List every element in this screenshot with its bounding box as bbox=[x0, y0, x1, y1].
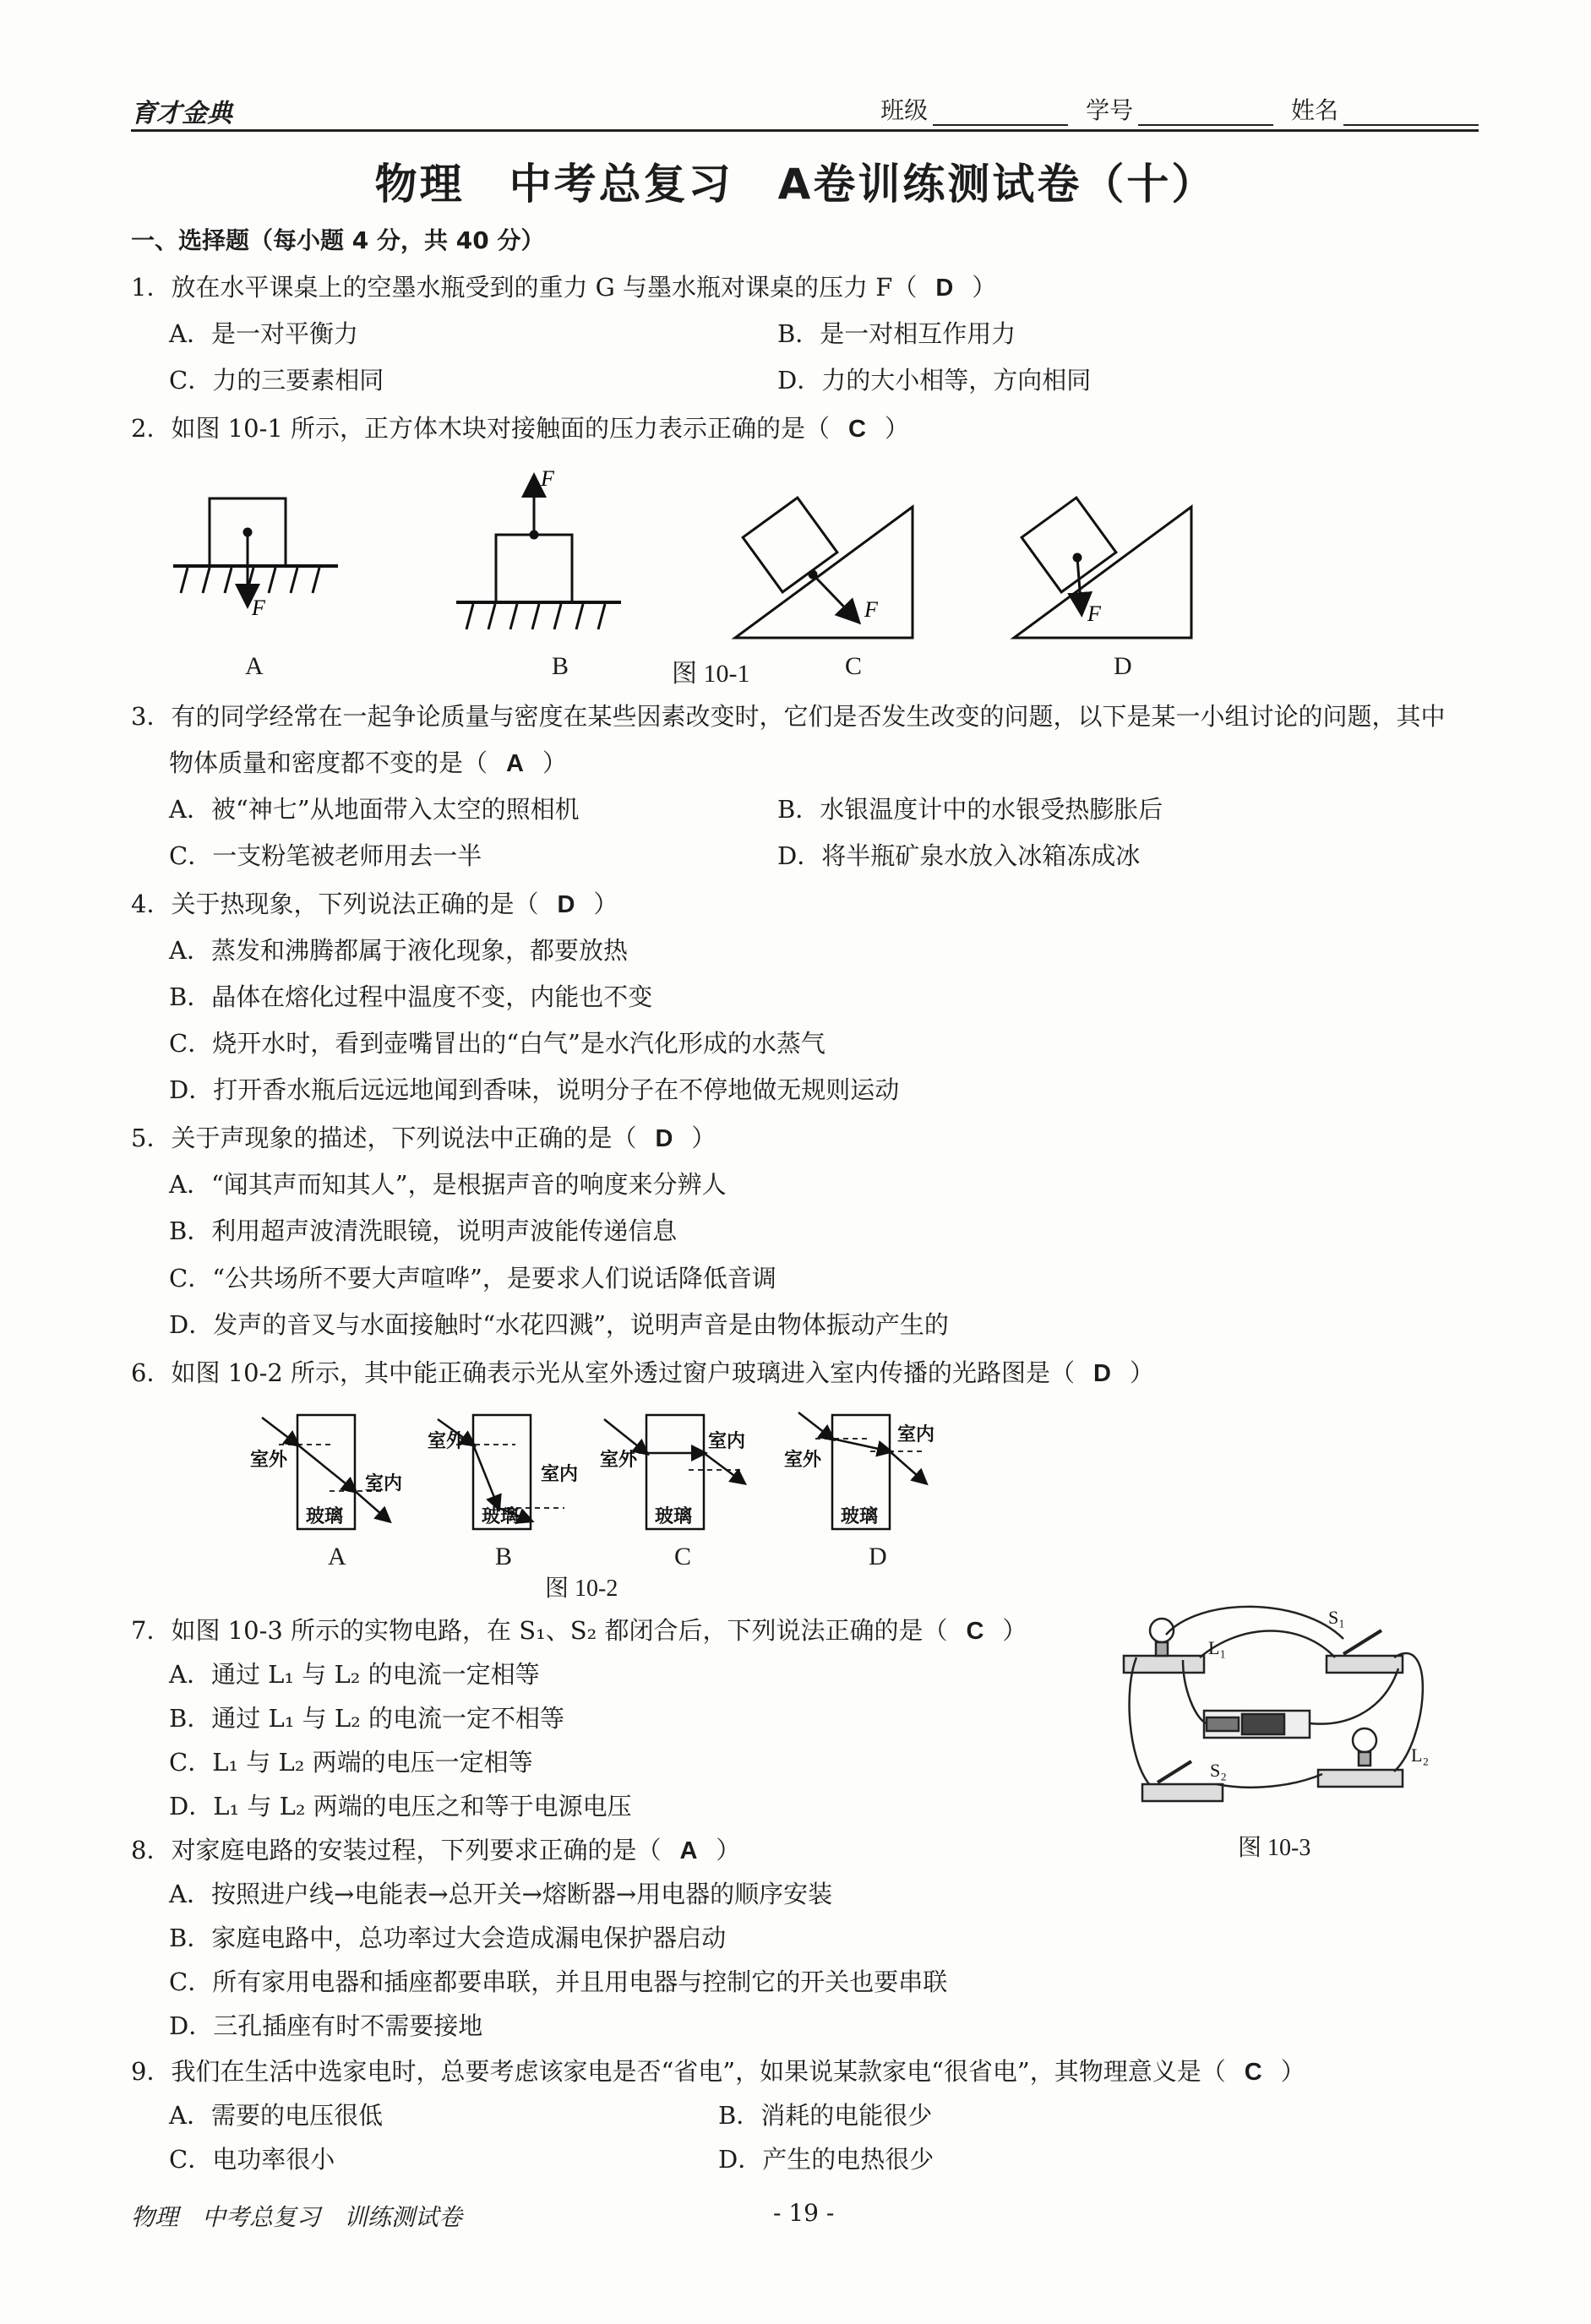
answer-5: D bbox=[655, 1125, 673, 1152]
glass-label-a: 玻璃 bbox=[306, 1505, 344, 1527]
q7-option-a: A．通过 L₁ 与 L₂ 的电流一定相等 bbox=[169, 1660, 540, 1689]
fig10-2-label-c: C bbox=[674, 1543, 692, 1570]
force-label-b: F bbox=[541, 466, 554, 491]
page-number: - 19 - bbox=[773, 2199, 835, 2227]
brand: 育才金典 bbox=[131, 99, 232, 128]
lamp-l2 bbox=[1318, 1728, 1403, 1787]
fig10-2-label-b: B bbox=[495, 1543, 513, 1570]
question-9: 9．我们在生活中选家电时，总要考虑该家电是否“省电”，如果说某款家电“很省电”，其物理意义是（ C ） bbox=[131, 2057, 1305, 2086]
q8-option-b: B．家庭电路中，总功率过大会造成漏电保护器启动 bbox=[169, 1924, 727, 1952]
fig10-2-label-d: D bbox=[869, 1543, 887, 1570]
q5-option-a: A．“闻其声而知其人”，是根据声音的响度来分辨人 bbox=[169, 1170, 727, 1199]
q8-option-a: A．按照进户线→电能表→总开关→熔断器→用电器的顺序安装 bbox=[169, 1880, 833, 1908]
q1-option-d: D．力的大小相等，方向相同 bbox=[777, 366, 1092, 395]
q4-option-c: C．烧开水时，看到壶嘴冒出的“白气”是水汽化形成的水蒸气 bbox=[169, 1029, 825, 1058]
q3-option-b: B．水银温度计中的水银受热膨胀后 bbox=[777, 795, 1163, 824]
q3-option-a: A．被“神七”从地面带入太空的照相机 bbox=[169, 795, 580, 824]
q4-option-d: D．打开香水瓶后远远地闻到香味，说明分子在不停地做无规则运动 bbox=[169, 1075, 900, 1104]
q5-option-d: D．发声的音叉与水面接触时“水花四溅”，说明声音是由物体振动产生的 bbox=[169, 1310, 949, 1339]
q5-option-c: C．“公共场所不要大声喧哗”，是要求人们说话降低音调 bbox=[169, 1264, 776, 1293]
answer-2: C bbox=[848, 416, 866, 443]
q8-option-c: C．所有家用电器和插座都要串联，并且用电器与控制它的开关也要串联 bbox=[169, 1968, 948, 1996]
answer-9: C bbox=[1244, 2059, 1262, 2086]
fig10-1-label-d: D bbox=[1114, 652, 1132, 680]
question-1: 1．放在水平课桌上的空墨水瓶受到的重力 G 与墨水瓶对课桌的压力 F（ D ） bbox=[131, 273, 997, 302]
outside-label-b: 室外 bbox=[428, 1430, 466, 1451]
force-label-d: F bbox=[1087, 601, 1101, 626]
outside-label-a: 室外 bbox=[250, 1449, 288, 1470]
id-label: 学号 bbox=[1086, 96, 1134, 124]
battery bbox=[1204, 1711, 1310, 1738]
answer-6: D bbox=[1093, 1360, 1111, 1387]
fig10-1-label-c: C bbox=[845, 652, 863, 680]
q1-option-c: C．力的三要素相同 bbox=[169, 366, 384, 395]
q7-option-b: B．通过 L₁ 与 L₂ 的电流一定不相等 bbox=[169, 1704, 564, 1733]
force-label-c: F bbox=[864, 597, 878, 622]
question-4: 4．关于热现象，下列说法正确的是（ D ） bbox=[131, 890, 618, 918]
fig10-2-caption: 图 10-2 bbox=[545, 1576, 618, 1602]
question-3-line1: 3．有的同学经常在一起争论质量与密度在某些因素改变时，它们是否发生改变的问题，以下是某一小组讨论的问题，其中 bbox=[131, 702, 1446, 731]
label-s2: S₂ bbox=[1210, 1760, 1227, 1781]
force-label-a: F bbox=[252, 596, 265, 620]
fig10-2-label-a: A bbox=[328, 1543, 346, 1570]
q9-option-b: B．消耗的电能很少 bbox=[718, 2101, 933, 2130]
question-3-line2: 物体质量和密度都不变的是（ A ） bbox=[169, 748, 567, 777]
switch-s1 bbox=[1327, 1630, 1403, 1673]
name-label: 姓名 bbox=[1290, 96, 1338, 124]
question-2: 2．如图 10-1 所示，正方体木块对接触面的压力表示正确的是（ C ） bbox=[131, 414, 910, 443]
label-l1: L₁ bbox=[1208, 1637, 1227, 1658]
section-heading: 一、选择题（每小题 4 分，共 40 分） bbox=[131, 226, 545, 254]
q4-option-a: A．蒸发和沸腾都属于液化现象，都要放热 bbox=[169, 936, 628, 965]
fig10-1-caption: 图 10-1 bbox=[672, 660, 750, 688]
q7-option-d: D．L₁ 与 L₂ 两端的电压之和等于电源电压 bbox=[169, 1792, 632, 1821]
lamp-l1 bbox=[1124, 1619, 1204, 1673]
answer-3: A bbox=[506, 750, 524, 777]
outside-label-d: 室外 bbox=[784, 1449, 822, 1470]
glass-label-d: 玻璃 bbox=[841, 1505, 879, 1527]
outside-label-c: 室外 bbox=[600, 1449, 638, 1470]
q1-option-a: A．是一对平衡力 bbox=[169, 319, 358, 348]
question-5: 5．关于声现象的描述，下列说法中正确的是（ D ） bbox=[131, 1124, 716, 1152]
question-7: 7．如图 10-3 所示的实物电路，在 S₁、S₂ 都闭合后，下列说法正确的是（ C ） bbox=[131, 1616, 1027, 1645]
label-s1: S₁ bbox=[1328, 1607, 1345, 1628]
q9-option-c: C．电功率很小 bbox=[169, 2145, 335, 2174]
question-6: 6．如图 10-2 所示，其中能正确表示光从室外透过窗户玻璃进入室内传播的光路图是（ D ） bbox=[131, 1358, 1155, 1387]
q3-option-d: D．将半瓶矿泉水放入冰箱冻成冰 bbox=[777, 841, 1141, 870]
glass-label-b: 玻璃 bbox=[482, 1505, 520, 1527]
q4-option-b: B．晶体在熔化过程中温度不变，内能也不变 bbox=[169, 982, 653, 1011]
page-title: 物理 中考总复习 A卷训练测试卷（十） bbox=[374, 160, 1217, 209]
inside-label-b: 室内 bbox=[541, 1463, 579, 1484]
label-l2: L₂ bbox=[1411, 1744, 1430, 1766]
q1-option-b: B．是一对相互作用力 bbox=[777, 319, 1016, 348]
fig10-1-label-b: B bbox=[552, 652, 569, 680]
footer-text: 物理 中考总复习 训练测试卷 bbox=[131, 2203, 463, 2231]
q9-option-d: D．产生的电热很少 bbox=[718, 2145, 934, 2174]
class-label: 班级 bbox=[880, 96, 929, 124]
inside-label-a: 室内 bbox=[365, 1472, 403, 1494]
question-8: 8．对家庭电路的安装过程，下列要求正确的是（ A ） bbox=[131, 1836, 741, 1864]
inside-label-c: 室内 bbox=[708, 1430, 746, 1451]
answer-7: C bbox=[966, 1618, 984, 1645]
q7-option-c: C．L₁ 与 L₂ 两端的电压一定相等 bbox=[169, 1748, 533, 1777]
answer-8: A bbox=[679, 1837, 698, 1864]
answer-1: D bbox=[935, 275, 954, 302]
fig10-1-label-a: A bbox=[245, 652, 264, 680]
q8-option-d: D．三孔插座有时不需要接地 bbox=[169, 2011, 483, 2040]
fig10-3-caption: 图 10-3 bbox=[1238, 1835, 1311, 1861]
answer-4: D bbox=[557, 891, 575, 918]
glass-label-c: 玻璃 bbox=[655, 1505, 693, 1527]
q5-option-b: B．利用超声波清洗眼镜，说明声波能传递信息 bbox=[169, 1216, 678, 1245]
q3-option-c: C．一支粉笔被老师用去一半 bbox=[169, 841, 482, 870]
q9-option-a: A．需要的电压很低 bbox=[169, 2101, 383, 2130]
inside-label-d: 室内 bbox=[897, 1423, 935, 1445]
